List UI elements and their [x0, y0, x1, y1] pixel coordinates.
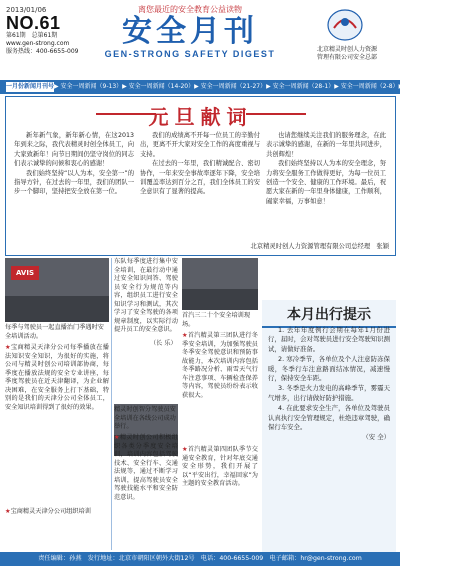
editorial-signature: 北京精灵时创人力资源管理有限公司总经理 张颖: [250, 243, 389, 250]
logo-emblem-icon: [326, 8, 364, 42]
tab-week-6[interactable]: ▶ 安全一周新闻（9-5）: [398, 83, 463, 90]
tab-week-4[interactable]: ▶ 安全一周新闻（28-1）: [266, 83, 335, 90]
editorial-box: [5, 96, 396, 256]
training-photo-2: [182, 258, 258, 310]
footer: 责任编辑：孙燕 发行地址：北京市朝阳区朝外大街12号 电话：400-6655-009 电子邮箱：hr@gen-strong.com: [0, 552, 400, 566]
logo-text: [300, 46, 394, 62]
news-text: 宝商精灵天津分公司每季播放在播法知识安全知识，为很好的实施，将公司与精灵时创公司培训部协商，每季度在播放法规的安全专业讲座，每季度驾驶员在近天津翻译，为企业解决困难，在安全服务上打下基础，特别的是我们的天津分公司全体员工，安全知识培训得到了很好的效果。: [5, 344, 109, 411]
editorial-column-1: [14, 131, 134, 231]
masthead-title: 安全月刊: [122, 14, 258, 49]
news-text: 精灵时创公司积极组织各类分季度安全培训，培训内容包括驾驶技术、安全行车、交通法规等，通过不断学习培训，提高驾驶员安全驾驶技能水平和安全防范意识。: [114, 434, 178, 501]
editorial-column-3: [266, 131, 386, 231]
monthly-tips: [262, 300, 396, 552]
tip-item: 4. 在此要求安全生产，各单位及驾驶员认真执行安全管理规定，杜绝违章驾驶，确保行车安全。: [268, 404, 390, 432]
tab-week-1[interactable]: ▶ 安全一周新闻（9-13）: [54, 83, 123, 90]
masthead-subtitle: GEN-STRONG SAFETY DIGEST: [104, 49, 276, 59]
news-item: [5, 344, 109, 506]
service-phone: 服务热线：400-6655-009: [6, 48, 79, 55]
column-divider: [111, 258, 112, 550]
left-column: [5, 258, 109, 517]
issue-total: 第61期 总第61期: [6, 32, 58, 39]
star-icon: ★: [114, 434, 120, 441]
company-logo: [300, 8, 394, 66]
news-sign: （长 乐）: [150, 340, 177, 347]
tab-week-5[interactable]: ▶ 安全一周新闻（2-8）: [334, 83, 399, 90]
editorial-paragraph: 也请您继续关注我们的服务理念，在此表示诚挚的感谢，在新的一年里共同进步，共创辉煌！: [266, 132, 386, 158]
news-text: 东队每季度进行集中安全培训，在最行动中通过安全知识问答、驾驶员安全行为规范等内容，组织员工进行安全知识学习和测试，其次学习了安全驾驶的各项规章制度，以实际行动提升员工的安全意识。: [114, 258, 178, 333]
website[interactable]: www.gen-strong.com: [6, 40, 70, 47]
editorial-paragraph: 我们始终坚持“以人为本，安全第一”的指导方针，在过去的一年里，我们的团队一步一个脚印，坚持把安全放在第一位。: [14, 169, 134, 196]
photo-caption: 精灵时创智分驾驶员安全培训在各线公司成功举行。: [114, 406, 176, 430]
nav-tabs: [6, 82, 463, 92]
masthead: [92, 4, 288, 59]
news-text: 首汽精灵第四团队季节交通安全教育，针对年底交通安全形势，我们开展了以“平安出行，幸福回家”为主题的安全教育活动。: [182, 446, 258, 487]
photo-sign: AVIS: [11, 266, 39, 280]
training-photo: [5, 258, 109, 322]
news-item: [5, 508, 109, 517]
photo-caption: 首汽三二十个安全培训现场。: [182, 312, 251, 328]
news-text: 首汽精灵第三团队进行冬季安全培训，为加强驾驶员冬季安全驾驶意识和预防事故能力，本次培训内容包括冬季路况分析、雨雪天气行车注意事项、车辆检查保养等内容，驾驶员纷纷表示收获很大。: [182, 332, 258, 399]
news-item: [182, 332, 258, 442]
tips-body: [268, 326, 390, 443]
editorial-paragraph: 我们始终坚持以人为本的安全理念，努力将安全服务工作做得更好，为每一位员工创造一个安全、健康的工作环境。最后，祝愿大家在新的一年里身体健康，工作顺利，阖家幸福，万事如意！: [266, 160, 386, 205]
news-text: 宝商精灵天津分公司组织培训: [10, 508, 91, 515]
tips-sign: （安 全）: [362, 433, 390, 442]
tab-week-3[interactable]: ▶ 安全一周新闻（21-27）: [194, 83, 267, 90]
star-icon: ★: [5, 344, 11, 351]
editorial-column-2: [140, 131, 260, 231]
tab-monthly[interactable]: 一月份新闻月刊号: [6, 83, 55, 90]
masthead-slogan: 离您最近的安全教育公益读物: [138, 5, 242, 14]
photo-caption: 每季与驾驶员一起直播治门季遇时安全培训活动。: [5, 324, 104, 340]
star-icon: ★: [182, 332, 188, 339]
tip-item: 3. 冬季是火力发电的高峰季节，雾霾天气增多，出行请做好防护措施。: [268, 384, 390, 402]
tip-item: 1. 去年年度例行会期在每年1月份进行，届时，会对驾驶员进行安全驾驶知识测试，请做好准备。: [268, 326, 390, 353]
tab-week-2[interactable]: ▶ 安全一周新闻（14-20）: [122, 83, 195, 90]
news-item: [182, 446, 258, 550]
editorial-paragraph: 在过去的一年里，我们精诚配合、密切协作，一年来安全事故率逐年下降，安全培训覆盖率达到百分之百，我们全体员工的安全意识有了显著的提高。: [140, 160, 260, 196]
logo-line1: 北京精灵时创人力资源: [316, 46, 377, 53]
news-item: [114, 434, 178, 550]
issue-date: 2013/01/06: [6, 6, 47, 14]
editorial-title: 元旦献词: [148, 105, 253, 129]
star-icon: ★: [182, 446, 188, 453]
issue-number: NO.61: [6, 13, 61, 33]
editorial-paragraph: 新年新气象，新年新心情，在这2013年到来之际，我代表精灵时创全体员工，向大家致新年！向节日期间仍坚守岗位的同志们表示诚挚的问候和衷心的感谢！: [14, 132, 134, 168]
logo-line2: 管理有限公司安全总部: [316, 54, 377, 61]
star-icon: ★: [5, 508, 11, 515]
mid-intro: [114, 258, 178, 342]
editorial-paragraph: 我们的成绩离不开每一位员工的辛勤付出，更离不开大家对安全工作的高度重视与支持。: [140, 132, 260, 158]
tips-title: 本月出行提示: [262, 304, 396, 328]
tip-item: 2. 寒冷季节，各单位及个人注意防冻保暖，冬季行车注意路面结冰情况，减速慢行，保持安全车距。: [268, 355, 390, 383]
issue-info: [6, 6, 86, 56]
